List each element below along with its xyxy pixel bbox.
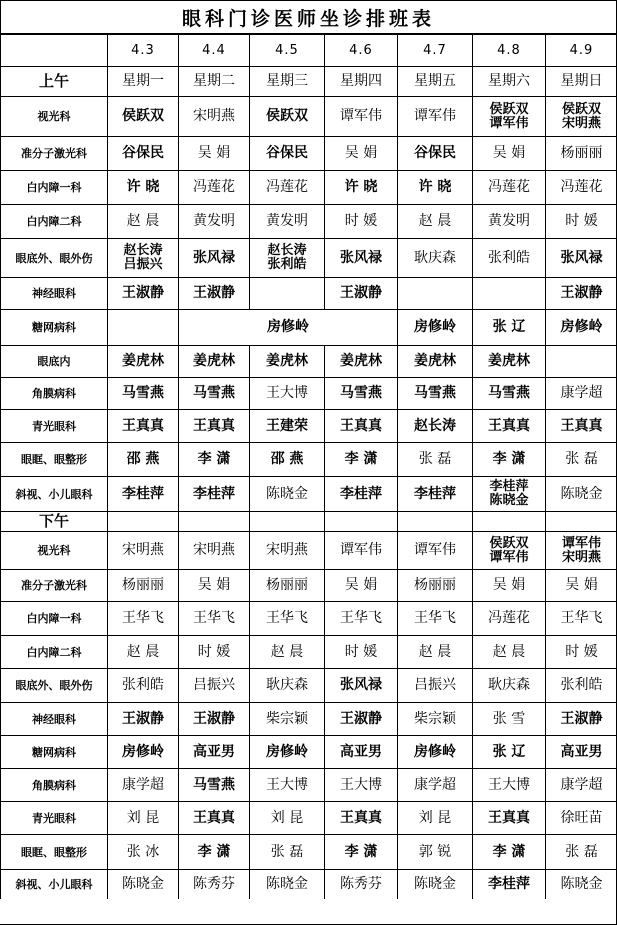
- morning-schedule-cell: 王真真: [178, 409, 249, 442]
- morning-schedule-cell: 冯莲花: [545, 170, 617, 204]
- morning-schedule-cell: 姜虎林: [397, 345, 472, 377]
- dept-label: 准分子激光科: [0, 569, 107, 601]
- morning-schedule-cell: 杨丽丽: [545, 136, 617, 170]
- afternoon-schedule-cell: 马雪燕: [178, 768, 249, 801]
- morning-schedule-cell: 李 潇: [324, 442, 397, 476]
- afternoon-schedule-cell: 李桂萍: [472, 869, 545, 899]
- date-header: 4.3: [107, 34, 178, 66]
- afternoon-schedule-cell: 李 潇: [324, 834, 397, 869]
- morning-schedule-cell: 王真真: [107, 409, 178, 442]
- afternoon-schedule-cell: 陈秀芬: [178, 869, 249, 899]
- weekday-header: 星期六: [472, 66, 545, 96]
- afternoon-schedule-cell: 宋明燕: [178, 531, 249, 569]
- morning-schedule-cell: 马雪燕: [324, 377, 397, 409]
- morning-schedule-cell: 姜虎林: [249, 345, 324, 377]
- afternoon-schedule-cell: 王真真: [178, 801, 249, 834]
- afternoon-schedule-cell: 杨丽丽: [249, 569, 324, 601]
- afternoon-schedule-cell: 吴 娟: [545, 569, 617, 601]
- afternoon-schedule-cell: 高亚男: [545, 735, 617, 768]
- afternoon-schedule-cell: 张 磊: [545, 834, 617, 869]
- afternoon-schedule-cell: 王大博: [249, 768, 324, 801]
- afternoon-schedule-cell: 吴 娟: [178, 569, 249, 601]
- morning-schedule-cell: 黄发明: [472, 204, 545, 238]
- weekday-header: 星期三: [249, 66, 324, 96]
- afternoon-schedule-cell: 张利皓: [545, 668, 617, 702]
- dept-label: 斜视、小儿眼科: [0, 869, 107, 899]
- empty-cell: [107, 511, 178, 531]
- morning-schedule-cell: 陈晓金: [249, 476, 324, 511]
- afternoon-schedule-cell: 吕振兴: [178, 668, 249, 702]
- morning-schedule-cell: 王真真: [324, 409, 397, 442]
- dept-label: 糖网病科: [0, 735, 107, 768]
- afternoon-schedule-cell: 宋明燕: [107, 531, 178, 569]
- afternoon-schedule-cell: 王淑静: [107, 702, 178, 735]
- afternoon-schedule-cell: 冯莲花: [472, 601, 545, 635]
- afternoon-schedule-cell: 刘 昆: [397, 801, 472, 834]
- afternoon-schedule-cell: 张 雪: [472, 702, 545, 735]
- morning-schedule-cell: 黄发明: [178, 204, 249, 238]
- afternoon-schedule-cell: 房修岭: [249, 735, 324, 768]
- morning-schedule-cell: 许 晓: [397, 170, 472, 204]
- afternoon-schedule-cell: 高亚男: [324, 735, 397, 768]
- afternoon-schedule-cell: 吴 娟: [324, 569, 397, 601]
- dept-label: 眼底外、眼外伤: [0, 238, 107, 277]
- morning-schedule-cell: 冯莲花: [249, 170, 324, 204]
- page-title: 眼科门诊医师坐诊排班表: [0, 0, 617, 34]
- afternoon-schedule-cell: 房修岭: [107, 735, 178, 768]
- morning-schedule-cell: [249, 277, 324, 309]
- dept-label: 青光眼科: [0, 801, 107, 834]
- morning-schedule-cell: 王淑静: [324, 277, 397, 309]
- weekday-header: 星期五: [397, 66, 472, 96]
- morning-schedule-cell: 时 媛: [545, 204, 617, 238]
- afternoon-label: 下午: [0, 511, 107, 531]
- morning-schedule-cell: 李桂萍 陈晓金: [472, 476, 545, 511]
- morning-schedule-cell: 陈晓金: [545, 476, 617, 511]
- morning-label: 上午: [0, 66, 107, 96]
- morning-schedule-cell: 耿庆森: [397, 238, 472, 277]
- morning-schedule-cell: 许 晓: [324, 170, 397, 204]
- afternoon-schedule-cell: 柴宗颖: [249, 702, 324, 735]
- morning-schedule-cell: 谭军伟: [324, 96, 397, 136]
- dept-label: 神经眼科: [0, 702, 107, 735]
- morning-schedule-cell: 马雪燕: [107, 377, 178, 409]
- morning-schedule-cell: 许 晓: [107, 170, 178, 204]
- morning-schedule-cell: 邵 燕: [249, 442, 324, 476]
- dept-label: 眼底内: [0, 345, 107, 377]
- afternoon-schedule-cell: 陈晓金: [545, 869, 617, 899]
- empty-cell: [178, 511, 249, 531]
- morning-schedule-cell: 邵 燕: [107, 442, 178, 476]
- morning-schedule-cell: 吴 娟: [324, 136, 397, 170]
- morning-schedule-cell: 侯跃双 谭军伟: [472, 96, 545, 136]
- morning-schedule-cell: 马雪燕: [178, 377, 249, 409]
- morning-schedule-cell: 王建荣: [249, 409, 324, 442]
- morning-schedule-cell: 谷保民: [249, 136, 324, 170]
- morning-schedule-cell: 王大博: [249, 377, 324, 409]
- weekday-header: 星期日: [545, 66, 617, 96]
- morning-schedule-cell: 谷保民: [107, 136, 178, 170]
- morning-schedule-cell: 侯跃双: [107, 96, 178, 136]
- dept-label: 青光眼科: [0, 409, 107, 442]
- morning-schedule-cell: 王淑静: [545, 277, 617, 309]
- afternoon-schedule-cell: 谭军伟: [397, 531, 472, 569]
- afternoon-schedule-cell: 谭军伟 宋明燕: [545, 531, 617, 569]
- afternoon-schedule-cell: 康学超: [397, 768, 472, 801]
- afternoon-schedule-cell: 王大博: [472, 768, 545, 801]
- empty-cell: [472, 511, 545, 531]
- morning-schedule-cell: 姜虎林: [472, 345, 545, 377]
- corner-cell: [0, 34, 107, 66]
- morning-schedule-cell: 王淑静: [178, 277, 249, 309]
- afternoon-schedule-cell: 康学超: [107, 768, 178, 801]
- empty-cell: [324, 511, 397, 531]
- afternoon-schedule-cell: 张 辽: [472, 735, 545, 768]
- dept-label: 白内障二科: [0, 635, 107, 668]
- afternoon-schedule-cell: 王华飞: [107, 601, 178, 635]
- empty-cell: [397, 511, 472, 531]
- morning-schedule-cell: 王真真: [472, 409, 545, 442]
- afternoon-schedule-cell: 王真真: [324, 801, 397, 834]
- morning-schedule-cell: 马雪燕: [472, 377, 545, 409]
- afternoon-schedule-cell: 宋明燕: [249, 531, 324, 569]
- afternoon-schedule-cell: 吕振兴: [397, 668, 472, 702]
- morning-schedule-cell: 张风禄: [324, 238, 397, 277]
- morning-schedule-cell: [545, 345, 617, 377]
- afternoon-schedule-cell: 王淑静: [178, 702, 249, 735]
- morning-schedule-cell: 黄发明: [249, 204, 324, 238]
- dept-label: 糖网病科: [0, 309, 107, 345]
- morning-schedule-cell: 李 潇: [178, 442, 249, 476]
- morning-schedule-cell: [107, 309, 178, 345]
- afternoon-schedule-cell: 赵 晨: [472, 635, 545, 668]
- dept-label: 眼眶、眼整形: [0, 442, 107, 476]
- afternoon-schedule-cell: 李 潇: [472, 834, 545, 869]
- afternoon-schedule-cell: 李 潇: [178, 834, 249, 869]
- dept-label: 白内障二科: [0, 204, 107, 238]
- afternoon-schedule-cell: 房修岭: [397, 735, 472, 768]
- morning-schedule-cell: 张利皓: [472, 238, 545, 277]
- afternoon-schedule-cell: 耿庆森: [249, 668, 324, 702]
- afternoon-schedule-cell: 时 媛: [545, 635, 617, 668]
- morning-schedule-cell: 冯莲花: [472, 170, 545, 204]
- afternoon-schedule-cell: 柴宗颖: [397, 702, 472, 735]
- morning-schedule-cell: 时 媛: [324, 204, 397, 238]
- date-header: 4.5: [249, 34, 324, 66]
- afternoon-schedule-cell: 王华飞: [324, 601, 397, 635]
- afternoon-schedule-cell: 时 媛: [178, 635, 249, 668]
- morning-schedule-cell: 张风禄: [545, 238, 617, 277]
- afternoon-schedule-cell: 王华飞: [545, 601, 617, 635]
- morning-schedule-cell: 谭军伟: [397, 96, 472, 136]
- afternoon-schedule-cell: 王大博: [324, 768, 397, 801]
- dept-label: 角膜病科: [0, 768, 107, 801]
- morning-schedule-cell: 张风禄: [178, 238, 249, 277]
- dept-label: 斜视、小儿眼科: [0, 476, 107, 511]
- dept-label: 白内障一科: [0, 170, 107, 204]
- afternoon-schedule-cell: 赵 晨: [107, 635, 178, 668]
- morning-schedule-cell: 侯跃双 宋明燕: [545, 96, 617, 136]
- afternoon-schedule-cell: 张 冰: [107, 834, 178, 869]
- dept-label: 眼底外、眼外伤: [0, 668, 107, 702]
- dept-label: 准分子激光科: [0, 136, 107, 170]
- morning-schedule-cell: 赵长涛 吕振兴: [107, 238, 178, 277]
- morning-schedule-cell: 张 磊: [545, 442, 617, 476]
- morning-schedule-cell: 吴 娟: [472, 136, 545, 170]
- morning-schedule-cell: 王淑静: [107, 277, 178, 309]
- afternoon-schedule-cell: 张 磊: [249, 834, 324, 869]
- afternoon-schedule-cell: 王淑静: [324, 702, 397, 735]
- date-header: 4.8: [472, 34, 545, 66]
- afternoon-schedule-cell: 张风禄: [324, 668, 397, 702]
- dept-label: 白内障一科: [0, 601, 107, 635]
- dept-label: 角膜病科: [0, 377, 107, 409]
- morning-schedule-cell: 房修岭: [545, 309, 617, 345]
- morning-schedule-cell: 姜虎林: [324, 345, 397, 377]
- afternoon-schedule-cell: 高亚男: [178, 735, 249, 768]
- afternoon-schedule-cell: 郭 锐: [397, 834, 472, 869]
- afternoon-schedule-cell: 刘 昆: [249, 801, 324, 834]
- morning-schedule-cell: 赵长涛 张利皓: [249, 238, 324, 277]
- morning-schedule-cell: 房修岭: [397, 309, 472, 345]
- dept-label: 视光科: [0, 531, 107, 569]
- afternoon-schedule-cell: 康学超: [545, 768, 617, 801]
- dept-label: 视光科: [0, 96, 107, 136]
- afternoon-schedule-cell: 侯跃双 谭军伟: [472, 531, 545, 569]
- morning-schedule-cell: 马雪燕: [397, 377, 472, 409]
- morning-schedule-cell: 李 潇: [472, 442, 545, 476]
- afternoon-schedule-cell: 时 媛: [324, 635, 397, 668]
- morning-schedule-cell: 赵 晨: [397, 204, 472, 238]
- morning-schedule-cell: 谷保民: [397, 136, 472, 170]
- afternoon-schedule-cell: 徐旺苗: [545, 801, 617, 834]
- afternoon-schedule-cell: 王华飞: [249, 601, 324, 635]
- morning-schedule-cell: 冯莲花: [178, 170, 249, 204]
- morning-schedule-cell: 李桂萍: [178, 476, 249, 511]
- morning-schedule-cell: 张 辽: [472, 309, 545, 345]
- morning-schedule-cell: 李桂萍: [397, 476, 472, 511]
- afternoon-schedule-cell: 王华飞: [178, 601, 249, 635]
- morning-schedule-cell: 王真真: [545, 409, 617, 442]
- date-header: 4.4: [178, 34, 249, 66]
- afternoon-schedule-cell: 王真真: [472, 801, 545, 834]
- morning-schedule-cell: [472, 277, 545, 309]
- date-header: 4.6: [324, 34, 397, 66]
- morning-schedule-cell: 宋明燕: [178, 96, 249, 136]
- morning-schedule-cell: 李桂萍: [324, 476, 397, 511]
- afternoon-schedule-cell: 耿庆森: [472, 668, 545, 702]
- morning-schedule-cell: 侯跃双: [249, 96, 324, 136]
- morning-schedule-cell: 张 磊: [397, 442, 472, 476]
- afternoon-schedule-cell: 吴 娟: [472, 569, 545, 601]
- empty-cell: [545, 511, 617, 531]
- afternoon-schedule-cell: 王淑静: [545, 702, 617, 735]
- weekday-header: 星期二: [178, 66, 249, 96]
- morning-schedule-cell: [397, 277, 472, 309]
- afternoon-schedule-cell: 赵 晨: [397, 635, 472, 668]
- afternoon-schedule-cell: 王华飞: [397, 601, 472, 635]
- weekday-header: 星期四: [324, 66, 397, 96]
- afternoon-schedule-cell: 谭军伟: [324, 531, 397, 569]
- afternoon-schedule-cell: 赵 晨: [249, 635, 324, 668]
- dept-label: 眼眶、眼整形: [0, 834, 107, 869]
- morning-schedule-cell: 房修岭: [178, 309, 397, 345]
- afternoon-schedule-cell: 陈晓金: [249, 869, 324, 899]
- date-header: 4.9: [545, 34, 617, 66]
- morning-schedule-cell: 姜虎林: [107, 345, 178, 377]
- afternoon-schedule-cell: 陈秀芬: [324, 869, 397, 899]
- morning-schedule-cell: 吴 娟: [178, 136, 249, 170]
- afternoon-schedule-cell: 刘 昆: [107, 801, 178, 834]
- afternoon-schedule-cell: 张利皓: [107, 668, 178, 702]
- dept-label: 神经眼科: [0, 277, 107, 309]
- morning-schedule-cell: 李桂萍: [107, 476, 178, 511]
- weekday-header: 星期一: [107, 66, 178, 96]
- date-header: 4.7: [397, 34, 472, 66]
- morning-schedule-cell: 赵长涛: [397, 409, 472, 442]
- empty-cell: [249, 511, 324, 531]
- afternoon-schedule-cell: 陈晓金: [397, 869, 472, 899]
- morning-schedule-cell: 康学超: [545, 377, 617, 409]
- afternoon-schedule-cell: 杨丽丽: [397, 569, 472, 601]
- morning-schedule-cell: 姜虎林: [178, 345, 249, 377]
- afternoon-schedule-cell: 杨丽丽: [107, 569, 178, 601]
- morning-schedule-cell: 赵 晨: [107, 204, 178, 238]
- afternoon-schedule-cell: 陈晓金: [107, 869, 178, 899]
